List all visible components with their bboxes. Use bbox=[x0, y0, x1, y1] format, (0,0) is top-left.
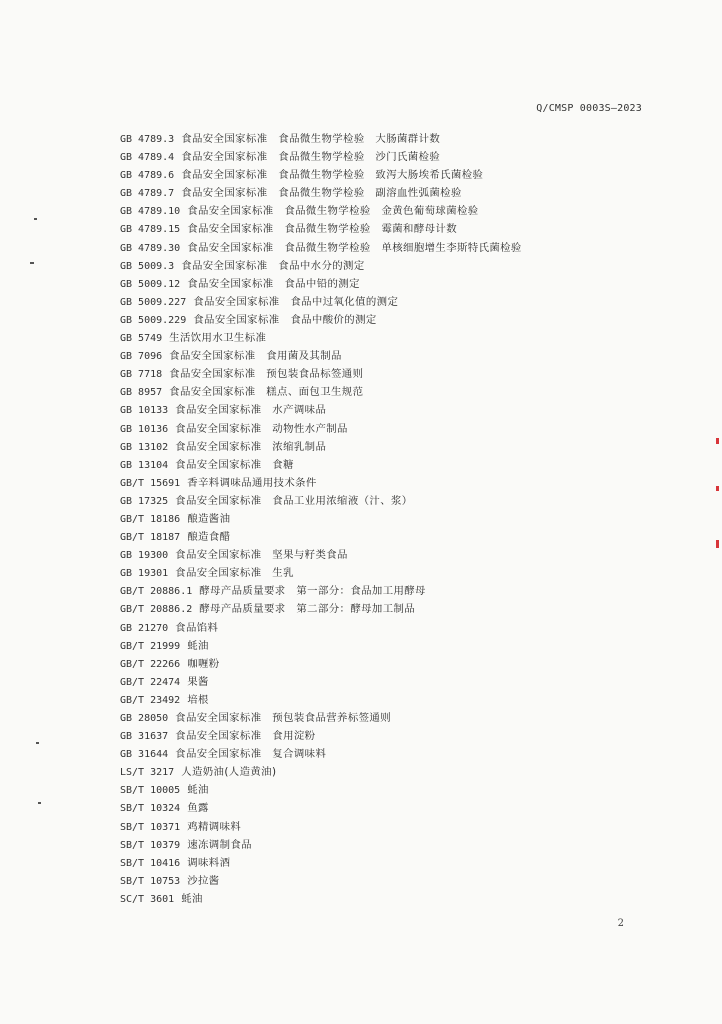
reference-item bbox=[120, 365, 522, 383]
standard-title: 食品安全国家标准 食品中过氧化值的测定 bbox=[193, 295, 399, 308]
reference-item bbox=[120, 329, 522, 347]
document-code: Q/CMSP 0003S—2023 bbox=[536, 103, 642, 114]
reference-item bbox=[120, 872, 522, 890]
standard-title: 食品安全国家标准 复合调味料 bbox=[175, 748, 327, 761]
reference-item bbox=[120, 818, 522, 836]
reference-item bbox=[120, 763, 522, 781]
scan-speck bbox=[716, 438, 719, 444]
reference-item bbox=[120, 239, 522, 257]
standard-title: 食品安全国家标准 食品工业用浓缩液（汁、浆） bbox=[175, 494, 413, 507]
scan-speck bbox=[36, 742, 39, 744]
reference-item bbox=[120, 546, 522, 564]
reference-item bbox=[120, 528, 522, 546]
standard-code: GB 5009.12 bbox=[120, 278, 181, 290]
scan-speck bbox=[30, 262, 34, 264]
reference-item bbox=[120, 799, 522, 817]
standard-title: 食品安全国家标准 食用菌及其制品 bbox=[169, 350, 342, 363]
reference-item bbox=[120, 202, 522, 220]
standard-title: 食品安全国家标准 预包装食品营养标签通则 bbox=[175, 712, 391, 724]
standard-code: SB/T 10324 bbox=[120, 803, 181, 815]
standard-title: 鸡精调味料 bbox=[187, 820, 242, 833]
reference-item bbox=[120, 166, 522, 184]
standard-code: GB 4789.6 bbox=[120, 170, 175, 182]
standard-code: SB/T 10753 bbox=[120, 875, 181, 887]
standard-code: GB/T 23492 bbox=[120, 694, 181, 706]
reference-item bbox=[120, 257, 522, 275]
reference-item bbox=[120, 130, 522, 148]
reference-item bbox=[120, 619, 522, 637]
standard-title: 人造奶油(人造黄油) bbox=[181, 766, 277, 779]
reference-item bbox=[120, 347, 522, 365]
standard-code: GB 13102 bbox=[120, 441, 169, 453]
standard-code: GB/T 15691 bbox=[120, 477, 181, 489]
standard-title: 食品安全国家标准 动物性水产制品 bbox=[175, 422, 348, 435]
reference-item bbox=[120, 655, 522, 673]
reference-item bbox=[120, 474, 522, 492]
standard-code: GB 5749 bbox=[120, 333, 163, 345]
standard-code: GB 10133 bbox=[120, 405, 169, 417]
reference-item bbox=[120, 401, 522, 419]
standard-code: GB 7718 bbox=[120, 369, 163, 381]
standard-title: 食品安全国家标准 食品中铅的测定 bbox=[187, 277, 360, 290]
standard-code: GB 19301 bbox=[120, 568, 169, 580]
standard-title: 咖喱粉 bbox=[187, 657, 220, 670]
reference-item bbox=[120, 727, 522, 745]
reference-item bbox=[120, 510, 522, 528]
standard-code: GB 4789.30 bbox=[120, 242, 181, 254]
standard-title: 蚝油 bbox=[187, 639, 209, 652]
standard-code: GB 31644 bbox=[120, 749, 169, 761]
standard-title: 蚝油 bbox=[181, 892, 203, 905]
reference-item bbox=[120, 673, 522, 691]
standard-title: 食品安全国家标准 水产调味品 bbox=[175, 404, 327, 417]
standard-code: GB 4789.3 bbox=[120, 134, 175, 145]
standard-title: 果酱 bbox=[187, 675, 209, 688]
reference-item bbox=[120, 383, 522, 401]
scan-speck bbox=[716, 540, 719, 548]
reference-item bbox=[120, 148, 522, 166]
standard-title: 食品安全国家标准 糕点、面包卫生规范 bbox=[169, 386, 364, 399]
standard-title: 食品安全国家标准 食品中水分的测定 bbox=[181, 259, 365, 272]
standard-code: GB 21270 bbox=[120, 622, 169, 634]
reference-item bbox=[120, 492, 522, 510]
standard-title: 食品安全国家标准 预包装食品标签通则 bbox=[169, 368, 364, 381]
standard-title: 调味料酒 bbox=[187, 856, 231, 869]
reference-item bbox=[120, 311, 522, 329]
standard-title: 沙拉酱 bbox=[187, 874, 220, 887]
scan-speck bbox=[34, 218, 37, 220]
standard-code: GB/T 20886.2 bbox=[120, 604, 193, 616]
reference-item bbox=[120, 184, 522, 202]
standard-code: LS/T 3217 bbox=[120, 767, 175, 779]
standard-title: 食品安全国家标准 食品微生物学检验 致泻大肠埃希氏菌检验 bbox=[181, 169, 484, 182]
standard-code: GB/T 22474 bbox=[120, 676, 181, 688]
standard-code: GB 4789.7 bbox=[120, 188, 175, 200]
standard-title: 酿造酱油 bbox=[187, 512, 231, 525]
standard-code: GB/T 18186 bbox=[120, 513, 181, 525]
reference-item bbox=[120, 564, 522, 582]
standard-title: 速冻调制食品 bbox=[187, 838, 252, 851]
normative-references-list bbox=[120, 130, 522, 908]
standard-code: GB 17325 bbox=[120, 495, 169, 507]
standard-title: 食品安全国家标准 食品微生物学检验 沙门氏菌检验 bbox=[181, 151, 441, 164]
standard-code: GB/T 22266 bbox=[120, 658, 181, 670]
reference-item bbox=[120, 745, 522, 763]
standard-title: 食品安全国家标准 食品微生物学检验 金黄色葡萄球菌检验 bbox=[187, 205, 479, 218]
reference-item bbox=[120, 582, 522, 600]
reference-item bbox=[120, 781, 522, 799]
standard-title: 食品安全国家标准 食糖 bbox=[175, 458, 294, 471]
reference-item bbox=[120, 600, 522, 618]
standard-code: SB/T 10005 bbox=[120, 785, 181, 797]
reference-item bbox=[120, 293, 522, 311]
standard-code: GB 13104 bbox=[120, 459, 169, 471]
standard-code: SB/T 10379 bbox=[120, 839, 181, 851]
standard-title: 食品安全国家标准 食品微生物学检验 大肠菌群计数 bbox=[181, 133, 441, 145]
reference-item bbox=[120, 890, 522, 908]
reference-item bbox=[120, 420, 522, 438]
standard-code: GB 28050 bbox=[120, 713, 169, 724]
standard-title: 蚝油 bbox=[187, 784, 209, 797]
standard-code: GB 5009.3 bbox=[120, 260, 175, 272]
reference-item bbox=[120, 691, 522, 709]
standard-code: GB 19300 bbox=[120, 550, 169, 562]
standard-title: 食品安全国家标准 食品中酸价的测定 bbox=[193, 313, 377, 326]
standard-code: GB 5009.229 bbox=[120, 314, 187, 326]
standard-title: 食品安全国家标准 食品微生物学检验 副溶血性弧菌检验 bbox=[181, 187, 462, 200]
standard-title: 食品安全国家标准 浓缩乳制品 bbox=[175, 440, 327, 453]
standard-code: SB/T 10371 bbox=[120, 821, 181, 833]
standard-code: SC/T 3601 bbox=[120, 893, 175, 905]
standard-code: GB/T 18187 bbox=[120, 532, 181, 544]
reference-item bbox=[120, 220, 522, 238]
scan-speck bbox=[716, 486, 719, 491]
reference-item bbox=[120, 709, 522, 727]
standard-title: 酵母产品质量要求 第二部分：酵母加工制品 bbox=[199, 603, 416, 616]
standard-code: GB 8957 bbox=[120, 387, 163, 399]
standard-title: 食品安全国家标准 食品微生物学检验 霉菌和酵母计数 bbox=[187, 223, 457, 236]
standard-code: GB 5009.227 bbox=[120, 296, 187, 308]
standard-code: GB/T 20886.1 bbox=[120, 586, 193, 598]
standard-title: 食品安全国家标准 食用淀粉 bbox=[175, 730, 316, 743]
standard-code: GB/T 21999 bbox=[120, 640, 181, 652]
standard-title: 鱼露 bbox=[187, 802, 209, 815]
standard-code: GB 4789.15 bbox=[120, 224, 181, 236]
standard-title: 酿造食醋 bbox=[187, 531, 231, 544]
reference-item bbox=[120, 275, 522, 293]
reference-item bbox=[120, 854, 522, 872]
scan-speck bbox=[38, 802, 41, 804]
standard-code: GB 7096 bbox=[120, 351, 163, 363]
standard-title: 食品安全国家标准 坚果与籽类食品 bbox=[175, 549, 348, 562]
reference-item bbox=[120, 637, 522, 655]
reference-item bbox=[120, 836, 522, 854]
standard-title: 培根 bbox=[187, 693, 209, 706]
standard-code: SB/T 10416 bbox=[120, 857, 181, 869]
reference-item bbox=[120, 456, 522, 474]
standard-title: 香辛料调味品通用技术条件 bbox=[187, 476, 317, 489]
reference-item bbox=[120, 438, 522, 456]
standard-title: 食品馅料 bbox=[175, 621, 219, 634]
standard-title: 食品安全国家标准 食品微生物学检验 单核细胞增生李斯特氏菌检验 bbox=[187, 241, 522, 254]
standard-code: GB 31637 bbox=[120, 731, 169, 743]
standard-code: GB 4789.4 bbox=[120, 152, 175, 164]
standard-title: 生活饮用水卫生标准 bbox=[169, 332, 267, 345]
standard-code: GB 10136 bbox=[120, 423, 169, 435]
page-number: 2 bbox=[617, 918, 624, 929]
standard-title: 酵母产品质量要求 第一部分：食品加工用酵母 bbox=[199, 585, 426, 598]
standard-title: 食品安全国家标准 生乳 bbox=[175, 567, 294, 580]
standard-code: GB 4789.10 bbox=[120, 206, 181, 218]
